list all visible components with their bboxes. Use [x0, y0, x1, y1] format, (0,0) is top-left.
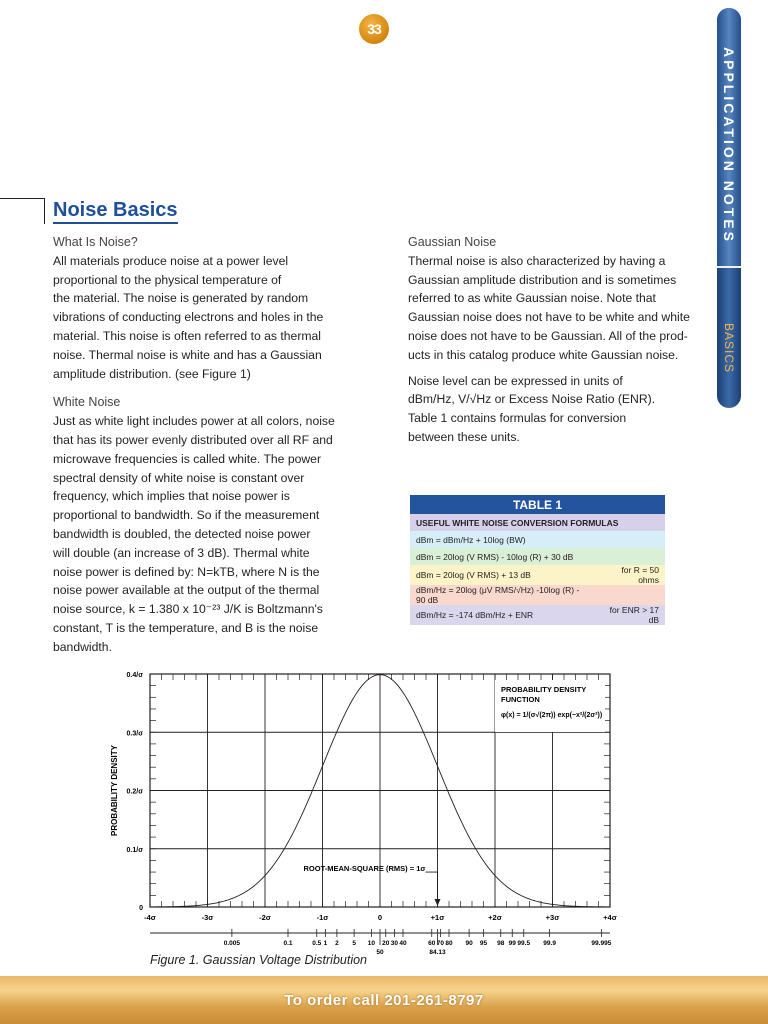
order-phone: To order call 201-261-8797: [284, 992, 484, 1009]
y-tick-label: 0.2/σ: [126, 788, 143, 796]
table-row: [410, 585, 665, 605]
percentile-label: 80: [445, 940, 453, 947]
note-cell: for ENR > 17 dB: [609, 605, 659, 625]
rms-annotation: ROOT-MEAN-SQUARE (RMS) = 1σ: [303, 863, 426, 873]
percentile-label: 0.1: [283, 940, 293, 947]
noise-units-body: [408, 372, 708, 447]
gaussian-chart: [105, 662, 625, 956]
percentile-label: 99: [508, 940, 516, 947]
table-row: [410, 548, 665, 565]
percentile-label: 90: [465, 940, 473, 947]
percentile-label: 99.995: [591, 940, 612, 947]
gaussian-noise-body: [408, 252, 708, 365]
formula-cell: dBm = dBm/Hz + 10log (BW): [416, 534, 526, 545]
y-axis-label: PROBABILITY DENSITY: [110, 745, 119, 836]
y-tick-label: 0.1/σ: [126, 846, 143, 854]
section-tab: [717, 8, 741, 408]
table-row: [410, 605, 665, 625]
body-line: amplitude distribution. (see Figure 1): [53, 366, 251, 381]
white-noise-heading: White Noise: [53, 395, 121, 410]
percentile-label: 5: [352, 940, 356, 947]
gaussian-noise-heading: Gaussian Noise: [408, 235, 497, 249]
body-line: noise power is defined by: N=kTB, where N is the: [53, 564, 320, 579]
percentile-label: 1: [323, 940, 328, 947]
body-line: noise power available at the output of the thermal: [53, 583, 320, 598]
body-line: referred to as white Gaussian noise. Note that: [408, 291, 656, 306]
pdf-title-line2: FUNCTION: [501, 695, 540, 704]
section-tab-label: APPLICATION NOTES: [721, 46, 737, 244]
table-row: [410, 531, 665, 548]
body-line: All materials produce noise at a power level: [53, 253, 289, 268]
body-line: between these units.: [408, 429, 520, 444]
body-line: Gaussian amplitude distribution and is sometimes: [408, 272, 677, 287]
x-tick-label: 0: [377, 913, 383, 922]
conversion-table: [410, 495, 665, 625]
body-line: ucts in this catalog produce white Gaussian noise.: [408, 347, 679, 362]
right-column: [408, 233, 708, 447]
percentile-label: 95: [479, 940, 488, 947]
table-title: TABLE 1: [410, 495, 665, 514]
body-line: Thermal noise is also characterized by having a: [408, 253, 666, 268]
left-column: [53, 233, 373, 657]
pdf-title-line1: PROBABILITY DENSITY: [501, 685, 587, 694]
body-line: noise. Thermal noise is white and has a Gaussian: [53, 347, 322, 362]
formula-cell: dBm = 20log (V RMS) - 10log (R) + 30 dB: [416, 551, 574, 562]
percentile-label: 40: [399, 940, 407, 947]
percentile-label: 2: [335, 940, 339, 947]
pdf-formula: φ(x) = 1/(σ√(2π)) exp(−x²/(2σ²)): [501, 712, 603, 719]
x-tick-label: -1σ: [316, 913, 329, 922]
percentile-label: 70: [436, 940, 444, 947]
body-line: Table 1 contains formulas for conversion: [408, 411, 627, 426]
body-line: proportional to bandwidth. So if the measurement: [53, 508, 320, 523]
white-noise-body: [53, 412, 373, 656]
x-tick-label: -4σ: [144, 913, 156, 922]
page-number: 33: [359, 14, 389, 44]
table-subtitle: USEFUL WHITE NOISE CONVERSION FORMULAS: [410, 514, 665, 531]
figure-caption: Figure 1. Gaussian Voltage Distribution: [150, 953, 368, 967]
x-tick-label: +4σ: [603, 913, 617, 922]
note-cell: [595, 531, 665, 548]
body-line: Noise level can be expressed in units of: [408, 373, 623, 388]
y-tick-label: 0.4/σ: [126, 672, 143, 679]
x-tick-label: +1σ: [430, 913, 445, 922]
formula-cell: dBm/Hz = -174 dBm/Hz + ENR: [416, 610, 534, 620]
body-line: vibrations of conducting electrons and holes in the: [53, 310, 324, 325]
body-line: spectral density of white noise is constant over: [53, 470, 305, 485]
body-line: Gaussian noise does not have to be white and white: [408, 310, 690, 325]
body-line: microwave frequencies is called white. The power: [53, 451, 322, 466]
title-rule-vertical: [44, 198, 45, 224]
body-line: the material. The noise is generated by random: [53, 291, 309, 306]
body-line: dBm/Hz, V/√Hz or Excess Noise Ratio (ENR).: [408, 392, 656, 407]
note-cell: [595, 585, 665, 605]
body-line: constant, T is the temperature, and B is the noise: [53, 620, 319, 635]
note-cell: for R = 50 ohms: [621, 565, 659, 585]
page-title: Noise Basics: [53, 198, 178, 224]
percentile-label: 99.5: [517, 940, 531, 947]
body-line: bandwidth.: [53, 639, 112, 654]
what-is-noise-body: [53, 252, 373, 384]
rms-arrow: [435, 899, 441, 906]
body-line: noise does not have to be Gaussian. All of the prod-: [408, 328, 688, 343]
what-is-noise-heading: What Is Noise?: [53, 235, 138, 249]
body-line: material. This noise is often referred to as thermal: [53, 328, 322, 343]
body-line: Just as white light includes power at all colors, noise: [53, 414, 335, 429]
body-line: bandwidth is doubled, the detected noise power: [53, 526, 311, 541]
percentile-label: 20: [382, 940, 390, 947]
table-row: [410, 565, 665, 585]
formula-cell: dBm = 20log (V RMS) + 13 dB: [416, 570, 531, 580]
body-line: noise source, k = 1.380 x 10⁻²³ J/K is Boltzmann's: [53, 602, 323, 617]
formula-cell: dBm/Hz = 20log (μV RMS/√Hz) -10log (R) - 90 dB: [416, 585, 580, 605]
x-tick-label: -2σ: [259, 913, 271, 922]
body-line: frequency, which implies that noise power is: [53, 489, 290, 504]
percentile-label: 84.13: [429, 949, 446, 956]
percentile-label: 99.9: [543, 940, 556, 947]
title-rule: [0, 198, 44, 199]
percentile-label: 98: [497, 940, 505, 947]
footer-banner: [0, 976, 768, 1024]
y-tick-label: 0: [139, 905, 143, 912]
subsection-tab-label: BASICS: [722, 322, 736, 373]
y-tick-label: 0.3/σ: [126, 730, 143, 738]
percentile-label: 0.005: [223, 940, 241, 947]
percentile-label: 0.5: [312, 940, 322, 947]
body-line: that has its power evenly distributed over all RF and: [53, 432, 333, 447]
x-tick-label: +3σ: [545, 913, 560, 922]
percentile-label: 10: [367, 940, 375, 947]
note-cell: [595, 548, 665, 565]
body-line: will double (an increase of 3 dB). Thermal white: [53, 545, 310, 560]
x-tick-label: -3σ: [201, 913, 214, 922]
x-tick-label: +2σ: [488, 913, 502, 922]
percentile-label: 50: [376, 949, 384, 956]
percentile-label: 30: [390, 940, 398, 947]
body-line: proportional to the physical temperature of: [53, 272, 282, 287]
percentile-label: 60: [428, 940, 436, 947]
